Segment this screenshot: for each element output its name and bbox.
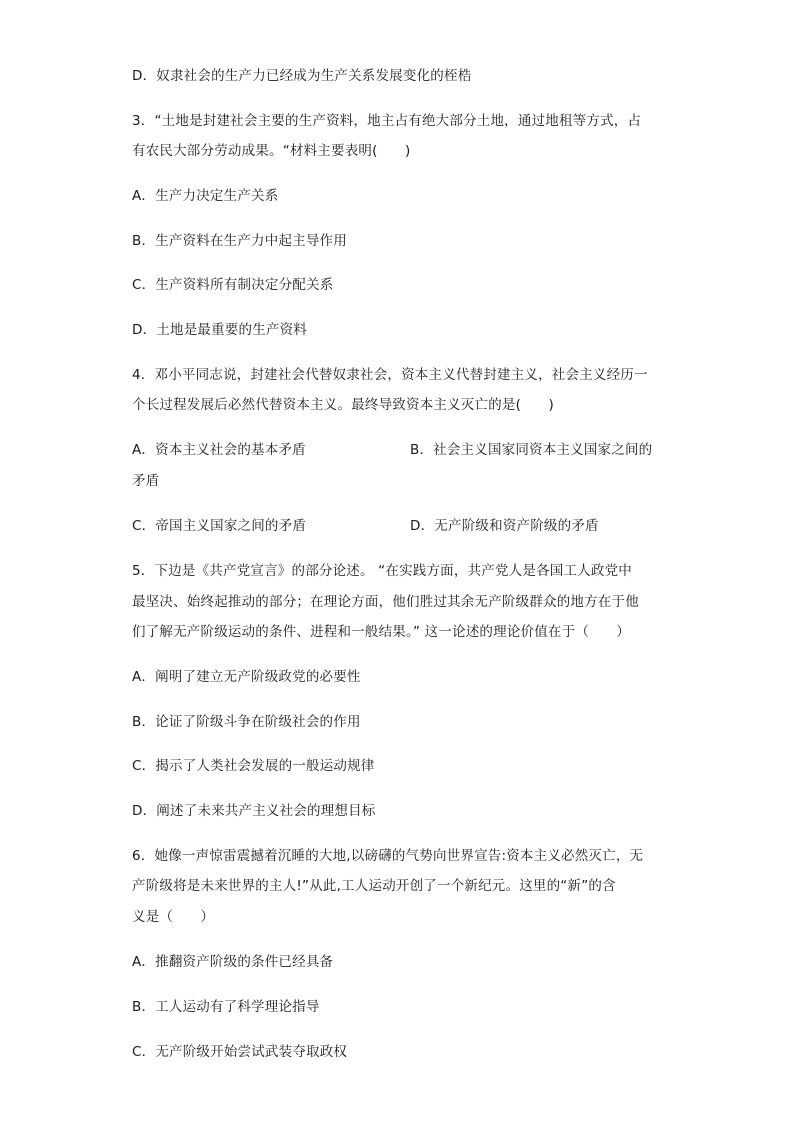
question-4-text-line1: 4．邓小平同志说，封建社会代替奴隶社会，资本主义代替封建主义，社会主义经历一 [132,367,648,383]
option-c-q5: C．揭示了人类社会发展的一般运动规律 [132,758,375,774]
question-3-text-line1: 3．“土地是封建社会主要的生产资料，地主占有绝大部分土地，通过地租等方式，占 [132,113,642,129]
option-b-q4-continued: 矛盾 [132,473,160,489]
option-a-q6: A．推翻资产阶级的条件已经具备 [132,954,334,970]
option-c-q3: C．生产资料所有制决定分配关系 [132,277,334,293]
option-a-q3: A．生产力决定生产关系 [132,188,279,204]
option-d-q3: D．土地是最重要的生产资料 [132,322,307,338]
option-a-q5: A．阐明了建立无产阶级政党的必要性 [132,669,361,685]
question-6-text-line2: 产阶级将是未来世界的主人!”从此,工人运动开创了一个新纪元。这里的“新”的含 [132,878,616,894]
question-3-text-line2: 有农民大部分劳动成果。“材料主要表明( ) [132,143,411,159]
option-c-q4: C．帝国主义国家之间的矛盾 [132,518,307,534]
option-d-q4: D．无产阶级和资产阶级的矛盾 [410,518,599,534]
question-5-text-line1: 5．下边是《共产党宣言》的部分论述。 “在实践方面，共产党人是各国工人政党中 [132,563,632,579]
option-d-q5: D．阐述了未来共产主义社会的理想目标 [132,803,376,819]
question-4-text-line2: 个长过程发展后必然代替资本主义。最终导致资本主义灭亡的是( ) [132,397,554,413]
question-6-text-line3: 义是（ ） [132,909,215,925]
option-c-q6: C．无产阶级开始尝试武装夺取政权 [132,1044,348,1060]
question-5-text-line3: 们了解无产阶级运动的条件、进程和一般结果。” 这一论述的理论价值在于（ ） [132,624,631,640]
option-b-q3: B．生产资料在生产力中起主导作用 [132,233,347,249]
option-a-q4: A．资本主义社会的基本矛盾 [132,442,306,458]
option-b-q6: B．工人运动有了科学理论指导 [132,999,320,1015]
option-d-q2: D．奴隶社会的生产力已经成为生产关系发展变化的桎梏 [132,68,472,84]
question-6-text-line1: 6．她像一声惊雷震撼着沉睡的大地,以磅礴的气势向世界宣告:资本主义必然灭亡，无 [132,848,644,864]
question-5-text-line2: 最坚决、始终起推动的部分；在理论方面，他们胜过其余无产阶级群众的地方在于他 [132,594,639,610]
option-b-q5: B．论证了阶级斗争在阶级社会的作用 [132,714,361,730]
option-b-q4: B．社会主义国家同资本主义国家之间的 [410,442,653,458]
